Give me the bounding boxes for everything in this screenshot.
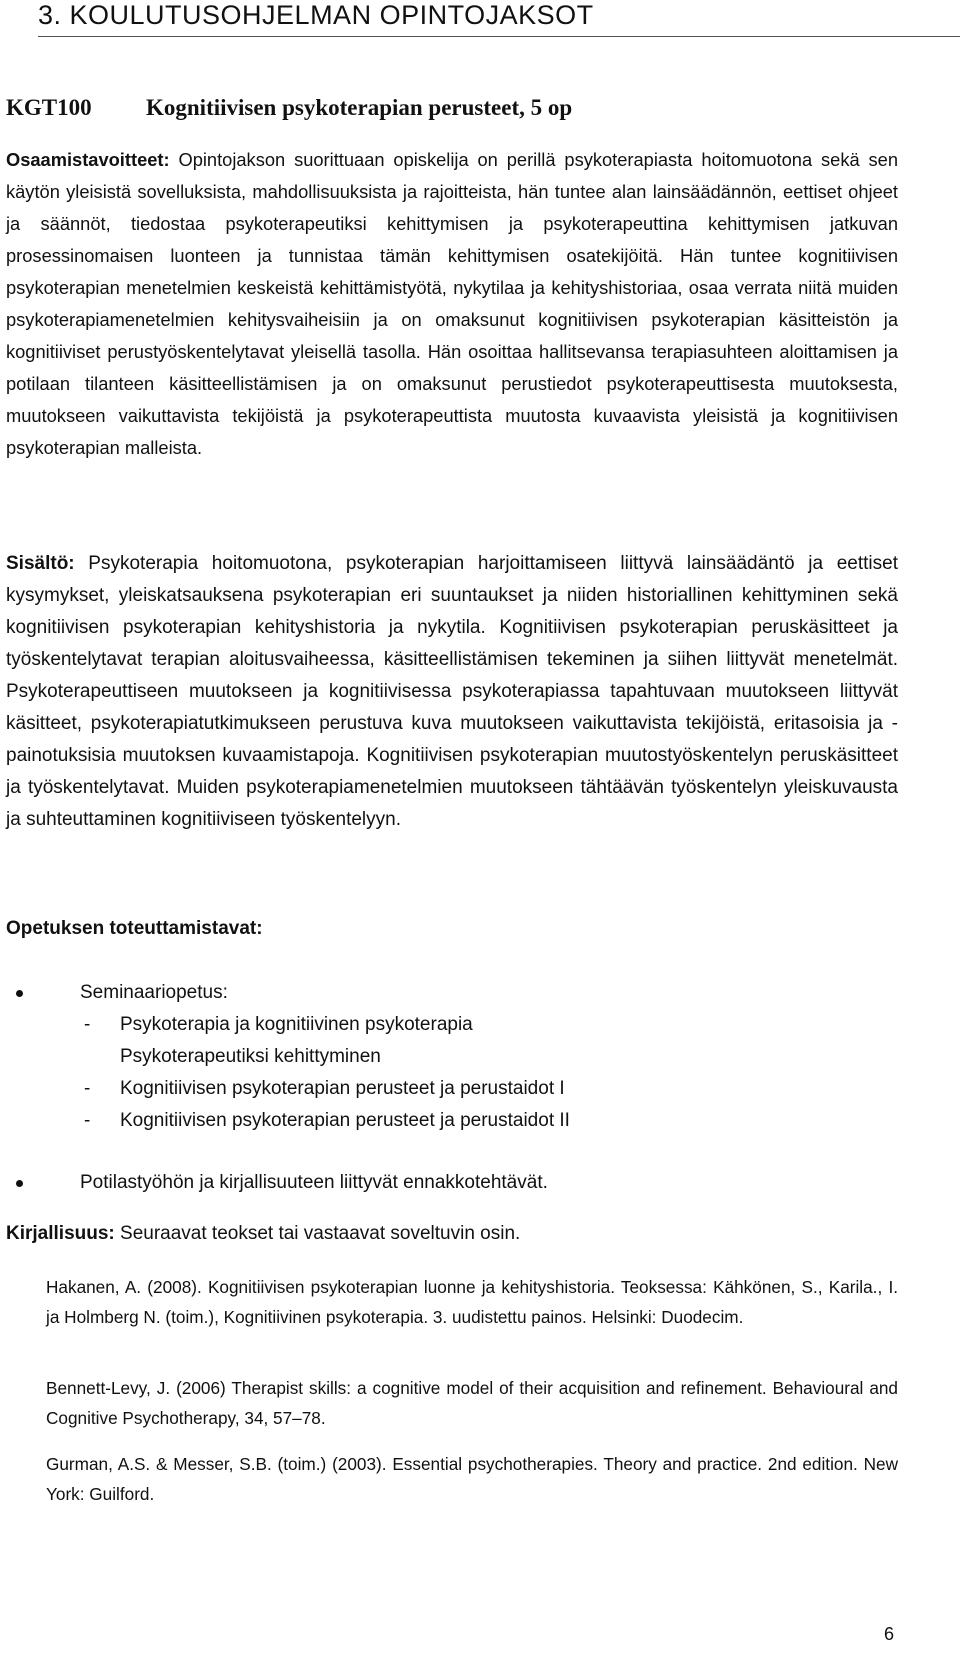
learning-goals [6,144,898,464]
content-text: Psykoterapia hoitomuotona, psykoterapian harjoittamiseen liittyvä lainsäädäntö ja eettiset kysymykset, yleiskatsauksena psykoterapian eri suuntaukset ja niiden historiallinen kehittyminen sekä kognitiivisen psykoterapian kehityshistoria ja nykytila. Kognitiivisen psykoterapian peruskäsitteet ja työskentelytavat terapian aloitusvaiheessa, käsitteellistämisen tekeminen ja siihen liittyvät menetelmät. Psykoterapeuttiseen muutokseen ja kognitiivisessa psykoterapiassa tapahtuvaan muutokseen liittyvät käsitteet, psykoterapiatutkimukseen perustuva kuva muutokseen vaikuttavista tekijöistä, eritasoisia ja -painotuksisia muutoksen kuvaamistapoja. Kognitiivisen psykoterapian muutostyöskentelyn peruskäsitteet ja työskentelytavat. Muiden psykoterapiamenetelmien muutokseen tähtäävän työskentelyn yleiskuvausta ja suhteuttaminen kognitiiviseen työskentelyyn. [6,553,898,830]
course-content [6,548,898,836]
sub-item: Kognitiivisen psykoterapian perusteet ja perustaidot I [120,1078,565,1099]
literature-label: Kirjallisuus: [6,1223,115,1244]
reference-item [46,1449,898,1509]
list-item [6,1105,906,1137]
bullet-icon [16,990,23,997]
list-item [6,1041,906,1073]
list-item [6,977,906,1009]
content-label: Sisältö: [6,553,75,574]
course-code: KGT100 [6,95,92,120]
reference-item [46,1272,898,1332]
bullet-assignments: Potilastyöhön ja kirjallisuuteen liittyvät ennakkotehtävät. [80,1172,548,1193]
section-title: 3. KOULUTUSOHJELMAN OPINTOJAKSOT [38,0,594,30]
literature [6,1218,898,1250]
list-item [6,1167,906,1199]
page-number: 6 [884,1624,895,1644]
list-item [6,1009,906,1041]
reference-text: Gurman, A.S. & Messer, S.B. (toim.) (2003). Essential psychotherapies. Theory and practice. 2nd edition. New York: Guilford. [46,1454,898,1504]
goals-text: Opintojakson suorittuaan opiskelija on perillä psykoterapiasta hoitomuotona sekä sen käytön yleisistä sovelluksista, mahdollisuuksista ja rajoitteista, hän tuntee alan lainsäädännön, eettiset ohjeet ja säännöt, tiedostaa psykoterapeutiksi kehittymisen ja psykoterapeuttina kehittymisen jatkuvan prosessinomaisen luonteen ja tunnistaa tämän kehittymisen osatekijöitä. Hän tuntee kognitiivisen psykoterapian menetelmien keskeistä kehittämistyötä, nykytilaa ja kehityshistoriaa, osaa verrata niitä muiden psykoterapiamenetelmien kehitysvaiheisiin ja on omaksunut kognitiivisen psykoterapian käsitteistön ja kognitiiviset perustyöskentelytavat yleisellä tasolla. Hän osoittaa hallitsevansa terapiasuhteen aloittamisen ja potilaan tilanteen käsitteellistämisen ja on omaksunut perustiedot psykoterapeuttisesta muutoksesta, muutokseen vaikuttavista tekijöistä ja psykoterapeuttista muutosta kuvaavista yleisistä ja kognitiivisen psykoterapian malleista. [6,149,898,458]
sub-item: Psykoterapeutiksi kehittyminen [120,1046,381,1067]
literature-text: Seuraavat teokset tai vastaavat soveltuvin osin. [114,1223,521,1244]
course-heading [6,92,946,124]
course-name: Kognitiivisen psykoterapian perusteet, 5 op [146,95,573,120]
section-header [38,0,960,37]
dash-marker: - [84,1078,91,1099]
teaching-methods-list [6,977,906,1199]
dash-marker: - [84,1110,91,1131]
sub-item: Kognitiivisen psykoterapian perusteet ja perustaidot II [120,1110,570,1131]
reference-text: Hakanen, A. (2008). Kognitiivisen psykoterapian luonne ja kehityshistoria. Teoksessa: Kähkönen, S., Karila., I. ja Holmberg N. (toim.), Kognitiivinen psykoterapia. 3. uudistettu painos. Helsinki: Duodecim. [46,1277,898,1327]
methods-label: Opetuksen toteuttamistavat: [6,918,263,939]
sub-item: Psykoterapia ja kognitiivinen psykoterapia [120,1014,473,1035]
list-item [6,1073,906,1105]
reference-text: Bennett-Levy, J. (2006) Therapist skills: a cognitive model of their acquisition and refinement. Behavioural and Cognitive Psychotherapy, 34, 57–78. [46,1378,898,1428]
bullet-seminar: Seminaariopetus: [80,982,228,1003]
reference-item [46,1373,898,1433]
goals-label: Osaamistavoitteet: [6,149,170,170]
dash-marker: - [84,1014,91,1035]
bullet-icon [16,1180,23,1187]
